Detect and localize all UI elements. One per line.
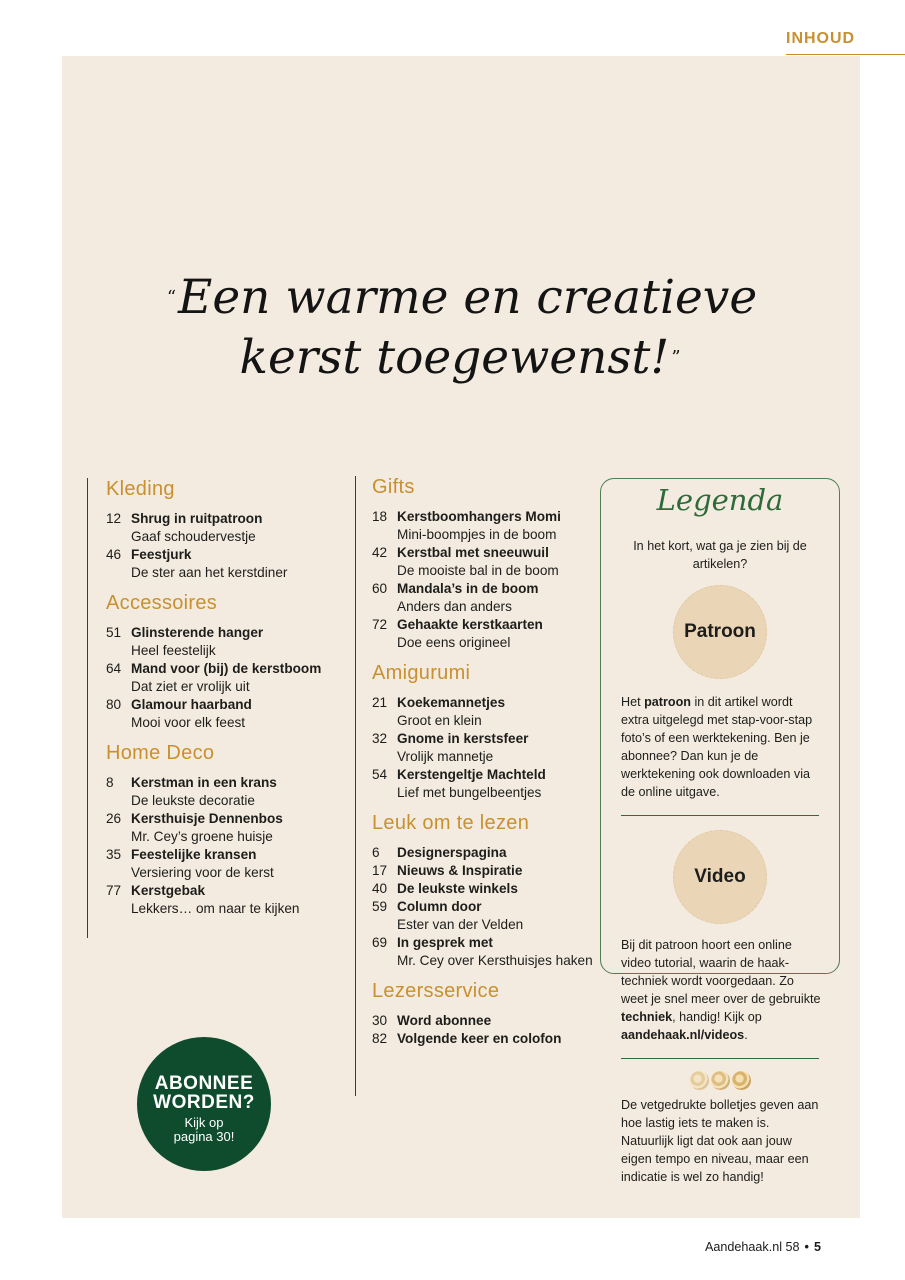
toc-entry-body [131,624,356,660]
toc-entry-body [131,846,356,882]
toc-column-left [87,478,356,938]
toc-entry[interactable] [106,696,356,732]
toc-entry-subtitle: Mooi voor elk feest [131,715,246,730]
toc-page-number: 54 [372,767,388,782]
toc-entry-title: Designerspagina [397,845,507,860]
patroon-text-bold: patroon [644,695,691,709]
toc-entry[interactable] [372,694,602,730]
toc-entry[interactable] [106,546,356,582]
toc-entry-title: Kerstengeltje Machteld [397,767,546,782]
toc-entry-body [397,766,602,802]
legend-intro: In het kort, wat ga je zien bij de artikelen? [633,539,807,571]
toc-entry-title: Word abonnee [397,1013,492,1028]
toc-entry-subtitle: Ester van der Velden [397,917,524,932]
toc-page-number: 12 [106,511,122,526]
toc-entry-title: Kerstgebak [131,883,206,898]
toc-section [372,476,602,652]
toc-entry-body [131,810,356,846]
quote-line-2 [62,328,860,388]
toc-section [372,812,602,970]
toc-column-middle [355,476,602,1096]
toc-entry-subtitle: Groot en klein [397,713,482,728]
toc-entry-title: Mandala’s in de boom [397,581,539,596]
subscribe-badge[interactable] [137,1037,271,1171]
video-text-2: , handig! Kijk op [672,1010,762,1024]
video-text-bold-1: techniek [621,1010,673,1024]
toc-entry-title: Kerstbal met sneeuwuil [397,545,549,560]
toc-page-number: 59 [372,899,388,914]
toc-section [372,980,602,1048]
toc-page-number: 32 [372,731,388,746]
open-quote-mark: “ [166,287,177,308]
toc-entry[interactable] [372,544,602,580]
legend-box [600,478,840,1184]
toc-section-title: Leuk om te lezen [372,812,530,834]
toc-entry-body [397,1012,602,1030]
toc-entry-title: Volgende keer en colofon [397,1031,562,1046]
toc-entry-body [397,694,602,730]
toc-section [106,742,356,918]
toc-entry-subtitle: Versiering voor de kerst [131,865,274,880]
toc-page-number: 82 [372,1031,388,1046]
toc-page-number: 80 [106,697,122,712]
yarn-ball-icon [711,1071,730,1090]
section-tab-label: INHOUD [786,30,856,47]
toc-section-title: Lezersservice [372,980,500,1002]
video-description [621,936,821,1044]
toc-page-number: 72 [372,617,388,632]
toc-entry-title: Gehaakte kerstkaarten [397,617,543,632]
toc-entry-body [397,934,602,970]
toc-entry[interactable] [372,508,602,544]
legend-title: Legenda [656,483,784,517]
subscribe-line-4: pagina 30! [173,1129,235,1144]
toc-entry-subtitle: Lekkers… om naar te kijken [131,901,300,916]
toc-entry[interactable] [372,880,602,898]
patroon-badge: Patroon [673,585,767,679]
page-number: 5 [813,1240,821,1254]
toc-entry-title: Kerstboomhangers Momi [397,509,561,524]
toc-entry-subtitle: Vrolijk mannetje [397,749,494,764]
toc-section [106,478,356,582]
toc-page-number: 30 [372,1013,388,1028]
toc-entry-subtitle: Doe eens origineel [397,635,511,650]
toc-page-number: 18 [372,509,388,524]
toc-entry-title: Koekemannetjes [397,695,506,710]
toc-page-number: 42 [372,545,388,560]
quote-text-1: Een warme en creatieve [178,270,758,325]
subscribe-line-1: ABONNEE [154,1073,254,1094]
toc-entry-title: Shrug in ruitpatroon [131,511,263,526]
toc-entry[interactable] [106,660,356,696]
video-badge: Video [673,830,767,924]
toc-page-number: 21 [372,695,388,710]
toc-entry-body [397,544,602,580]
toc-section-title: Home Deco [106,742,215,764]
difficulty-description: De vetgedrukte bolletjes geven aan hoe lastig iets te maken is. Natuurlijk ligt dat ook aan jouw eigen tempo en niveau, maar een indicatie is wel zo handig! [621,1098,819,1184]
toc-section-title: Accessoires [106,592,218,614]
toc-page-number: 17 [372,863,388,878]
legend-divider-2 [621,1058,819,1059]
toc-entry-title: Glamour haarband [131,697,252,712]
toc-entry-subtitle: Dat ziet er vrolijk uit [131,679,250,694]
toc-entry-title: Gnome in kerstsfeer [397,731,529,746]
toc-page-number: 60 [372,581,388,596]
toc-page-number: 51 [106,625,122,640]
toc-entry[interactable] [372,1030,602,1048]
toc-entry-subtitle: De leukste decoratie [131,793,255,808]
toc-entry[interactable] [372,934,602,970]
toc-page-number: 46 [106,547,122,562]
toc-entry-title: De leukste winkels [397,881,518,896]
toc-entry[interactable] [106,624,356,660]
toc-section-title: Amigurumi [372,662,471,684]
toc-entry[interactable] [372,862,602,880]
patroon-text-2: in dit artikel wordt extra uitgelegd met stap-voor-stap foto’s of een werktekening. Ben je abonnee? Dan kun je de werktekening ook downloaden via de online uitgave. [621,695,813,799]
page-footer [705,1240,821,1254]
footer-bullet: • [804,1240,809,1254]
toc-entry-body [131,882,356,918]
section-tab [786,30,905,55]
toc-entry-title: Kerstman in een krans [131,775,277,790]
toc-entry[interactable] [372,844,602,862]
toc-page-number: 6 [372,845,380,860]
toc-entry[interactable] [372,766,602,802]
quote-text-2: kerst toegewenst! [239,330,670,385]
toc-entry-body [397,508,602,544]
toc-entry-subtitle: Lief met bungelbeentjes [397,785,542,800]
toc-page-number: 69 [372,935,388,950]
toc-entry-body [397,580,602,616]
video-text-1: Bij dit patroon hoort een online video tutorial, waarin de haak-techniek wordt voorgedaan. Zo weet je snel meer over de gebruikte [621,938,821,1006]
toc-entry-title: Nieuws & Inspiratie [397,863,523,878]
footer-site: Aandehaak.nl 58 [705,1240,800,1254]
subscribe-line-2: WORDEN? [153,1092,255,1113]
toc-entry[interactable] [106,774,356,810]
video-text-3: . [744,1028,748,1042]
toc-entry-body [131,510,356,546]
toc-entry-title: Mand voor (bij) de kerstboom [131,661,322,676]
toc-page-number: 8 [106,775,114,790]
toc-entry-body [397,862,602,880]
toc-entry[interactable] [372,1012,602,1030]
toc-entry[interactable] [106,810,356,846]
section-tab-underline [786,54,905,55]
toc-entry-body [397,880,602,898]
headline-quote [62,268,860,388]
toc-entry-title: In gesprek met [397,935,493,950]
toc-entry-body [397,898,602,934]
toc-entry-title: Column door [397,899,482,914]
toc-entry-body [397,844,602,862]
toc-entry-subtitle: Gaaf schoudervestje [131,529,256,544]
toc-entry-body [131,660,356,696]
close-quote-mark: ” [671,347,681,368]
toc-page-number: 26 [106,811,122,826]
toc-entry-body [131,546,356,582]
toc-entry-subtitle: Mini-boompjes in de boom [397,527,557,542]
toc-entry-subtitle: Heel feestelijk [131,643,216,658]
toc-entry-title: Glinsterende hanger [131,625,264,640]
toc-section [372,662,602,802]
toc-entry[interactable] [372,616,602,652]
toc-page-number: 35 [106,847,122,862]
toc-entry-subtitle: De mooiste bal in de boom [397,563,559,578]
toc-entry[interactable] [106,882,356,918]
toc-entry[interactable] [106,510,356,546]
legend-divider-1 [621,815,819,816]
quote-line-1 [62,268,860,328]
toc-entry-subtitle: De ster aan het kerstdiner [131,565,288,580]
patroon-text-1: Het [621,695,645,709]
toc-entry[interactable] [372,898,602,934]
toc-page-number: 64 [106,661,122,676]
toc-section [106,592,356,732]
toc-entry-body [397,730,602,766]
toc-entry-body [131,774,356,810]
toc-entry-body [131,696,356,732]
video-link[interactable]: aandehaak.nl/videos [621,1028,745,1042]
toc-entry-subtitle: Mr. Cey over Kersthuisjes haken [397,953,593,968]
subscribe-line-3: Kijk op [184,1115,224,1130]
patroon-description [621,693,821,801]
toc-page-number: 40 [372,881,388,896]
yarn-ball-icon [690,1071,709,1090]
toc-entry-body [397,1030,602,1048]
toc-entry[interactable] [106,846,356,882]
toc-entry-title: Feestjurk [131,547,192,562]
toc-entry[interactable] [372,730,602,766]
toc-entry[interactable] [372,580,602,616]
difficulty-balls [601,1071,839,1090]
yarn-ball-icon [732,1071,751,1090]
toc-entry-body [397,616,602,652]
toc-entry-title: Feestelijke kransen [131,847,257,862]
toc-page-number: 77 [106,883,122,898]
toc-entry-title: Kersthuisje Dennenbos [131,811,283,826]
toc-entry-subtitle: Mr. Cey’s groene huisje [131,829,273,844]
toc-section-title: Gifts [372,476,415,498]
toc-section-title: Kleding [106,478,175,500]
toc-entry-subtitle: Anders dan anders [397,599,512,614]
